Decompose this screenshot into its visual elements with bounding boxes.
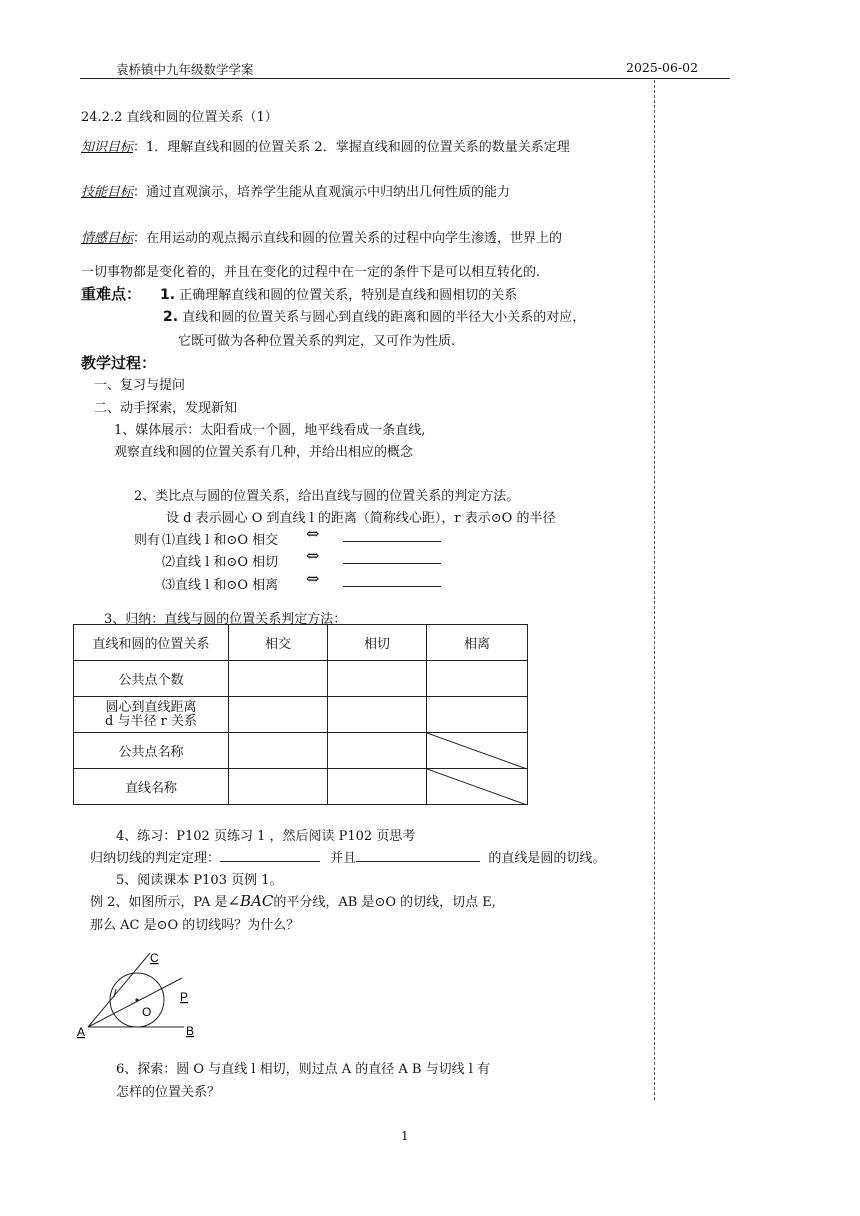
key-label: 重难点： [81, 285, 142, 303]
row-label-line-2: d 与半径 r 关系 [105, 713, 197, 729]
skill-text: ：通过直观演示，培养学生能从直观演示中归纳出几何性质的能力 [133, 185, 511, 200]
table-cell [229, 769, 328, 805]
cond-prefix: 则有 [134, 533, 161, 548]
table-cell [229, 697, 328, 733]
key-2-num: 2. [163, 309, 179, 325]
row-label-line-1: 圆心到直线距离 [105, 699, 197, 715]
emotion-label: 情感目标 [81, 231, 134, 246]
condition-1: ⑴直线 l 和⊙O 相交 [162, 533, 279, 548]
item-6b: 怎样的位置关系？ [116, 1085, 221, 1100]
relation-table [73, 624, 528, 805]
emotion-objective [81, 227, 562, 246]
table-row [74, 733, 528, 769]
table-cell [328, 733, 427, 769]
item-2a: 设 d 表示圆心 O 到直线 l 的距离（简称线心距），r 表示⊙O 的半径 [166, 511, 556, 526]
item-5: 5、阅读课本 P103 页例 1。 [116, 873, 283, 888]
skill-label: 技能目标 [81, 185, 134, 200]
label-b: B [186, 1024, 195, 1038]
item-4b-text-2: 并且 [330, 851, 357, 866]
blank-2 [343, 551, 441, 564]
example-2-line-1 [90, 891, 496, 910]
item-1b: 观察直线和圆的位置关系有几种，并给出相应的概念 [114, 445, 414, 460]
item-2: 2、类比点与圆的位置关系，给出直线与圆的位置关系的判定方法。 [134, 489, 520, 504]
label-p: P [180, 990, 189, 1004]
process-heading: 教学过程： [81, 354, 157, 372]
table-cell [427, 661, 528, 697]
section-explore: 二、动手探索，发现新知 [94, 401, 238, 416]
knowledge-text: ：1．理解直线和圆的位置关系 2．掌握直线和圆的位置关系的数量关系定理 [133, 140, 570, 155]
diagonal-strike [427, 733, 527, 769]
table-row-label [74, 697, 229, 733]
label-o: O [142, 1005, 152, 1019]
key-point-2b: 它既可做为各种位置关系的判定，又可作为性质. [178, 334, 456, 349]
table-row-label: 公共点名称 [74, 733, 229, 769]
knowledge-objective [81, 136, 570, 155]
item-6a: 6、探索：圆 O 与直线 l 相切，则过点 A 的直径 A B 与切线 l 有 [116, 1062, 491, 1077]
item-4: 4、练习：P102 页练习 1 ，然后阅读 P102 页思考 [116, 829, 416, 844]
center-o [135, 998, 138, 1001]
table-cell-crossed [427, 733, 528, 769]
header-date: 2025-06-02 [626, 60, 699, 75]
example-2-text-a: 例 2、如图所示，PA 是 [90, 895, 228, 910]
table-cell [229, 733, 328, 769]
table-cell-crossed [427, 769, 528, 805]
example-2-text-b: 的平分线，AB 是⊙O 的切线，切点 E, [273, 895, 496, 910]
angle-bac: ∠BAC [227, 892, 274, 910]
table-header-cell: 相离 [427, 625, 528, 661]
label-c: C [150, 951, 159, 965]
page-number: 1 [401, 1129, 409, 1143]
line-ap [88, 978, 182, 1027]
table-header-cell: 相切 [328, 625, 427, 661]
section-review: 一、复习与提问 [94, 378, 186, 393]
header-school: 袁桥镇中九年级数学学案 [116, 62, 254, 77]
table-row-label: 公共点个数 [74, 661, 229, 697]
emotion-text-2: 一切事物都是变化着的，并且在变化的过程中在一定的条件下是可以相互转化的. [81, 265, 541, 280]
knowledge-label: 知识目标 [81, 140, 134, 155]
key-2-text: 直线和圆的位置关系与圆心到直线的距离和圆的半径大小关系的对应， [182, 310, 586, 325]
blank-1 [343, 529, 441, 542]
blank-5 [356, 849, 480, 862]
margin-rule [654, 80, 655, 1100]
table-row [74, 697, 528, 733]
emotion-text-1: ：在用运动的观点揭示直线和圆的位置关系的过程中向学生渗透，世界上的 [133, 231, 563, 246]
equiv-2: ⇔ [306, 546, 320, 565]
tangent-figure [72, 945, 212, 1040]
diagonal-strike [427, 769, 527, 805]
table-row [74, 769, 528, 805]
table-cell [328, 769, 427, 805]
header-rule [80, 78, 730, 79]
table-cell [328, 697, 427, 733]
tangent-mark [114, 989, 116, 997]
key-point-2 [163, 306, 585, 325]
line-ac [88, 953, 150, 1027]
item-1a: 1、媒体展示：太阳看成一个圆，地平线看成一条直线, [114, 423, 426, 438]
condition-3: ⑶直线 l 和⊙O 相离 [162, 578, 279, 593]
lesson-title: 24.2.2 直线和圆的位置关系（1） [81, 110, 278, 125]
item-4b-text-3: 的直线是圆的切线。 [488, 851, 606, 866]
item-3: 3、归纳：直线与圆的位置关系判定方法： [104, 612, 347, 627]
table-header-row [74, 625, 528, 661]
item-4b-text-1: 归纳切线的判定定理： [90, 851, 221, 866]
table-header-cell: 相交 [229, 625, 328, 661]
equiv-3: ⇔ [306, 569, 320, 588]
table-row-label: 直线名称 [74, 769, 229, 805]
equiv-1: ⇔ [306, 524, 320, 543]
table-row [74, 661, 528, 697]
label-a: A [77, 1025, 86, 1039]
example-2-line-2: 那么 AC 是⊙O 的切线吗？为什么？ [90, 918, 300, 933]
skill-objective [81, 181, 510, 200]
condition-2: ⑵直线 l 和⊙O 相切 [162, 555, 279, 570]
item-4b [90, 847, 605, 866]
table-cell [229, 661, 328, 697]
key-point-1 [160, 284, 517, 303]
blank-4 [220, 849, 320, 862]
key-1-num: 1. [160, 287, 176, 303]
table-cell [328, 661, 427, 697]
key-1-text: 正确理解直线和圆的位置关系，特别是直线和圆相切的关系 [179, 288, 518, 303]
table-header-cell: 直线和圆的位置关系 [74, 625, 229, 661]
table-cell [427, 697, 528, 733]
blank-3 [343, 574, 441, 587]
